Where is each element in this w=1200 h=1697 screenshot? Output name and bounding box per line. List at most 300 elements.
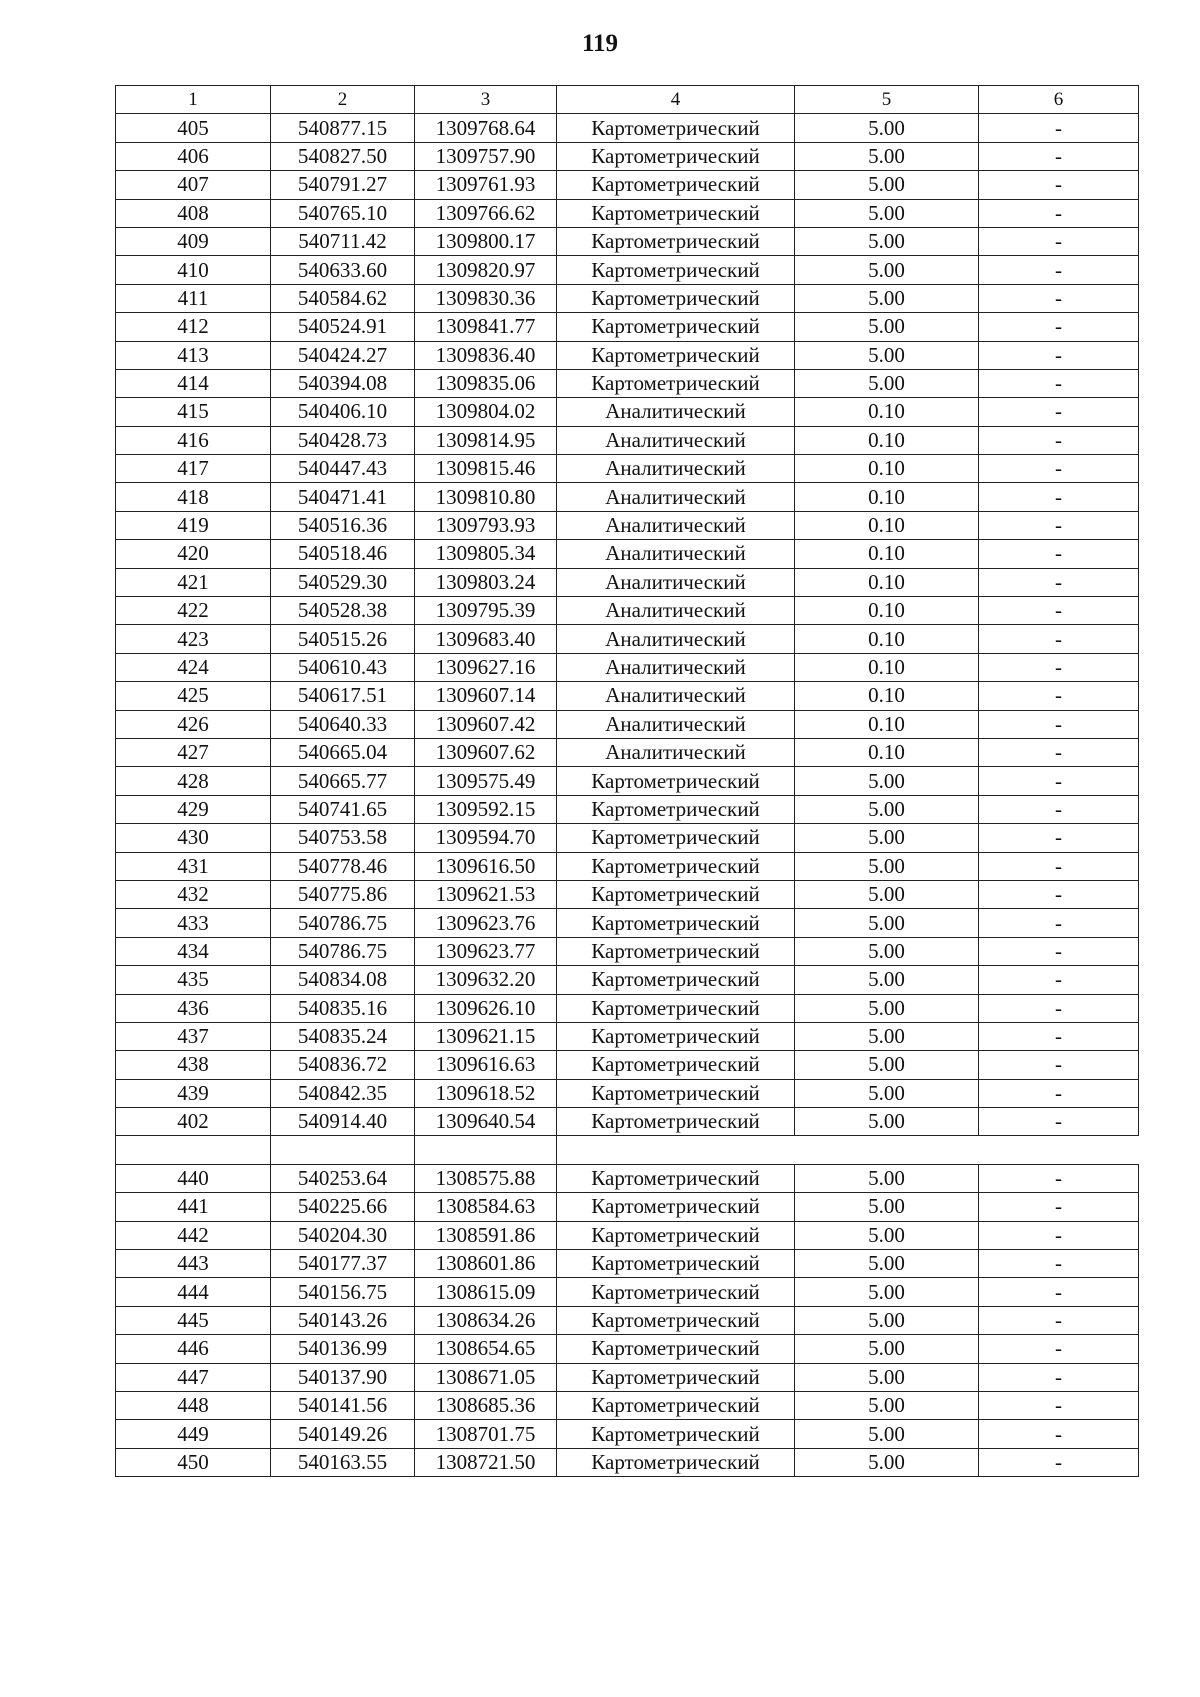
accuracy-cell: 5.00	[795, 966, 979, 994]
y-coordinate-cell: 1309626.10	[415, 994, 557, 1022]
note-cell: -	[979, 341, 1139, 369]
method-cell: Аналитический	[557, 738, 795, 766]
y-coordinate-cell: 1309820.97	[415, 256, 557, 284]
point-number-cell: 420	[116, 540, 271, 568]
note-cell: -	[979, 1448, 1139, 1476]
point-number-cell: 429	[116, 795, 271, 823]
point-number-cell: 427	[116, 738, 271, 766]
accuracy-cell: 0.10	[795, 568, 979, 596]
method-cell: Картометрический	[557, 171, 795, 199]
point-number-cell: 415	[116, 398, 271, 426]
accuracy-cell: 5.00	[795, 1221, 979, 1249]
table-row	[116, 227, 1139, 255]
x-coordinate-cell: 540610.43	[271, 653, 415, 681]
point-number-cell: 410	[116, 256, 271, 284]
x-coordinate-cell: 540786.75	[271, 909, 415, 937]
x-coordinate-cell: 540156.75	[271, 1278, 415, 1306]
table-row	[116, 710, 1139, 738]
accuracy-cell: 5.00	[795, 199, 979, 227]
y-coordinate-cell: 1309793.93	[415, 511, 557, 539]
table-row	[116, 1164, 1139, 1192]
note-cell: -	[979, 852, 1139, 880]
table-row	[116, 1448, 1139, 1476]
accuracy-cell: 5.00	[795, 909, 979, 937]
accuracy-cell: 5.00	[795, 284, 979, 312]
table-row	[116, 426, 1139, 454]
method-cell: Картометрический	[557, 1051, 795, 1079]
table-row	[116, 1306, 1139, 1334]
y-coordinate-cell: 1308654.65	[415, 1335, 557, 1363]
y-coordinate-cell: 1309766.62	[415, 199, 557, 227]
point-number-cell: 439	[116, 1079, 271, 1107]
table-row	[116, 852, 1139, 880]
table-row	[116, 483, 1139, 511]
method-cell: Картометрический	[557, 1221, 795, 1249]
x-coordinate-cell: 540842.35	[271, 1079, 415, 1107]
method-cell: Картометрический	[557, 1193, 795, 1221]
empty-cell	[116, 1136, 271, 1164]
note-cell: -	[979, 369, 1139, 397]
column-header: 2	[271, 86, 415, 114]
accuracy-cell: 5.00	[795, 1335, 979, 1363]
y-coordinate-cell: 1309607.14	[415, 682, 557, 710]
table-row	[116, 653, 1139, 681]
table-row	[116, 398, 1139, 426]
note-cell: -	[979, 1193, 1139, 1221]
note-cell: -	[979, 880, 1139, 908]
y-coordinate-cell: 1309810.80	[415, 483, 557, 511]
method-cell: Аналитический	[557, 710, 795, 738]
point-number-cell: 428	[116, 767, 271, 795]
coordinates-table	[115, 85, 1139, 1477]
table-row	[116, 966, 1139, 994]
method-cell: Картометрический	[557, 824, 795, 852]
x-coordinate-cell: 540877.15	[271, 114, 415, 142]
table-row	[116, 1022, 1139, 1050]
table-row	[116, 937, 1139, 965]
method-cell: Картометрический	[557, 199, 795, 227]
point-number-cell: 438	[116, 1051, 271, 1079]
method-cell: Картометрический	[557, 1420, 795, 1448]
accuracy-cell: 5.00	[795, 1022, 979, 1050]
page-number: 119	[581, 30, 619, 57]
accuracy-cell: 5.00	[795, 1164, 979, 1192]
method-cell: Картометрический	[557, 937, 795, 965]
note-cell: -	[979, 1363, 1139, 1391]
empty-cell	[271, 1136, 415, 1164]
table-row	[116, 682, 1139, 710]
method-cell: Картометрический	[557, 284, 795, 312]
method-cell: Картометрический	[557, 369, 795, 397]
point-number-cell: 447	[116, 1363, 271, 1391]
y-coordinate-cell: 1309607.42	[415, 710, 557, 738]
note-cell: -	[979, 511, 1139, 539]
x-coordinate-cell: 540524.91	[271, 313, 415, 341]
note-cell: -	[979, 313, 1139, 341]
point-number-cell: 414	[116, 369, 271, 397]
x-coordinate-cell: 540141.56	[271, 1391, 415, 1419]
accuracy-cell: 5.00	[795, 824, 979, 852]
column-header: 6	[979, 86, 1139, 114]
y-coordinate-cell: 1309836.40	[415, 341, 557, 369]
note-cell: -	[979, 227, 1139, 255]
table-row	[116, 1363, 1139, 1391]
table-row	[116, 284, 1139, 312]
column-header: 1	[116, 86, 271, 114]
accuracy-cell: 5.00	[795, 1278, 979, 1306]
point-number-cell: 436	[116, 994, 271, 1022]
method-cell: Картометрический	[557, 1278, 795, 1306]
x-coordinate-cell: 540424.27	[271, 341, 415, 369]
accuracy-cell: 5.00	[795, 1079, 979, 1107]
accuracy-cell: 0.10	[795, 540, 979, 568]
point-number-cell: 432	[116, 880, 271, 908]
point-number-cell: 442	[116, 1221, 271, 1249]
x-coordinate-cell: 540835.24	[271, 1022, 415, 1050]
x-coordinate-cell: 540137.90	[271, 1363, 415, 1391]
table-row	[116, 256, 1139, 284]
x-coordinate-cell: 540253.64	[271, 1164, 415, 1192]
y-coordinate-cell: 1309616.50	[415, 852, 557, 880]
point-number-cell: 443	[116, 1250, 271, 1278]
x-coordinate-cell: 540163.55	[271, 1448, 415, 1476]
y-coordinate-cell: 1309632.20	[415, 966, 557, 994]
table-row	[116, 171, 1139, 199]
x-coordinate-cell: 540143.26	[271, 1306, 415, 1334]
x-coordinate-cell: 540225.66	[271, 1193, 415, 1221]
x-coordinate-cell: 540633.60	[271, 256, 415, 284]
note-cell: -	[979, 171, 1139, 199]
accuracy-cell: 0.10	[795, 511, 979, 539]
x-coordinate-cell: 540149.26	[271, 1420, 415, 1448]
y-coordinate-cell: 1309768.64	[415, 114, 557, 142]
x-coordinate-cell: 540835.16	[271, 994, 415, 1022]
column-header: 5	[795, 86, 979, 114]
note-cell: -	[979, 909, 1139, 937]
table-header-row	[116, 86, 1139, 114]
method-cell: Картометрический	[557, 1022, 795, 1050]
point-number-cell: 423	[116, 625, 271, 653]
point-number-cell: 417	[116, 455, 271, 483]
accuracy-cell: 5.00	[795, 1363, 979, 1391]
table-row	[116, 369, 1139, 397]
point-number-cell: 449	[116, 1420, 271, 1448]
y-coordinate-cell: 1308701.75	[415, 1420, 557, 1448]
point-number-cell: 424	[116, 653, 271, 681]
note-cell: -	[979, 597, 1139, 625]
x-coordinate-cell: 540394.08	[271, 369, 415, 397]
method-cell: Картометрический	[557, 1079, 795, 1107]
y-coordinate-cell: 1309640.54	[415, 1108, 557, 1136]
x-coordinate-cell: 540204.30	[271, 1221, 415, 1249]
note-cell: -	[979, 256, 1139, 284]
note-cell: -	[979, 738, 1139, 766]
x-coordinate-cell: 540516.36	[271, 511, 415, 539]
accuracy-cell: 5.00	[795, 256, 979, 284]
note-cell: -	[979, 1221, 1139, 1249]
table-row	[116, 455, 1139, 483]
table-row	[116, 795, 1139, 823]
y-coordinate-cell: 1309815.46	[415, 455, 557, 483]
method-cell: Картометрический	[557, 114, 795, 142]
note-cell: -	[979, 795, 1139, 823]
accuracy-cell: 0.10	[795, 682, 979, 710]
method-cell: Аналитический	[557, 511, 795, 539]
note-cell: -	[979, 937, 1139, 965]
x-coordinate-cell: 540827.50	[271, 142, 415, 170]
point-number-cell: 430	[116, 824, 271, 852]
accuracy-cell: 5.00	[795, 1193, 979, 1221]
note-cell: -	[979, 483, 1139, 511]
point-number-cell: 411	[116, 284, 271, 312]
y-coordinate-cell: 1308584.63	[415, 1193, 557, 1221]
y-coordinate-cell: 1308591.86	[415, 1221, 557, 1249]
method-cell: Аналитический	[557, 455, 795, 483]
note-cell: -	[979, 455, 1139, 483]
table-row	[116, 199, 1139, 227]
accuracy-cell: 5.00	[795, 369, 979, 397]
point-number-cell: 405	[116, 114, 271, 142]
note-cell: -	[979, 1250, 1139, 1278]
x-coordinate-cell: 540529.30	[271, 568, 415, 596]
y-coordinate-cell: 1309757.90	[415, 142, 557, 170]
x-coordinate-cell: 540711.42	[271, 227, 415, 255]
table-row	[116, 142, 1139, 170]
x-coordinate-cell: 540406.10	[271, 398, 415, 426]
point-number-cell: 406	[116, 142, 271, 170]
point-number-cell: 409	[116, 227, 271, 255]
x-coordinate-cell: 540665.04	[271, 738, 415, 766]
point-number-cell: 437	[116, 1022, 271, 1050]
note-cell: -	[979, 199, 1139, 227]
method-cell: Картометрический	[557, 767, 795, 795]
x-coordinate-cell: 540786.75	[271, 937, 415, 965]
table-row	[116, 1079, 1139, 1107]
accuracy-cell: 5.00	[795, 1448, 979, 1476]
method-cell: Аналитический	[557, 653, 795, 681]
table-row	[116, 114, 1139, 142]
x-coordinate-cell: 540741.65	[271, 795, 415, 823]
method-cell: Картометрический	[557, 1164, 795, 1192]
y-coordinate-cell: 1309800.17	[415, 227, 557, 255]
note-cell: -	[979, 142, 1139, 170]
table-separator-row	[116, 1136, 1139, 1164]
method-cell: Аналитический	[557, 597, 795, 625]
table-row	[116, 1335, 1139, 1363]
table-row	[116, 568, 1139, 596]
x-coordinate-cell: 540834.08	[271, 966, 415, 994]
x-coordinate-cell: 540584.62	[271, 284, 415, 312]
point-number-cell: 412	[116, 313, 271, 341]
x-coordinate-cell: 540836.72	[271, 1051, 415, 1079]
note-cell: -	[979, 284, 1139, 312]
table-row	[116, 1193, 1139, 1221]
x-coordinate-cell: 540515.26	[271, 625, 415, 653]
accuracy-cell: 0.10	[795, 455, 979, 483]
x-coordinate-cell: 540640.33	[271, 710, 415, 738]
point-number-cell: 434	[116, 937, 271, 965]
accuracy-cell: 0.10	[795, 710, 979, 738]
y-coordinate-cell: 1309621.15	[415, 1022, 557, 1050]
accuracy-cell: 0.10	[795, 426, 979, 454]
note-cell: -	[979, 824, 1139, 852]
note-cell: -	[979, 1051, 1139, 1079]
method-cell: Аналитический	[557, 625, 795, 653]
y-coordinate-cell: 1309804.02	[415, 398, 557, 426]
point-number-cell: 419	[116, 511, 271, 539]
y-coordinate-cell: 1309618.52	[415, 1079, 557, 1107]
accuracy-cell: 0.10	[795, 398, 979, 426]
y-coordinate-cell: 1309835.06	[415, 369, 557, 397]
accuracy-cell: 5.00	[795, 1250, 979, 1278]
accuracy-cell: 0.10	[795, 625, 979, 653]
accuracy-cell: 0.10	[795, 597, 979, 625]
y-coordinate-cell: 1309594.70	[415, 824, 557, 852]
y-coordinate-cell: 1309805.34	[415, 540, 557, 568]
note-cell: -	[979, 1022, 1139, 1050]
note-cell: -	[979, 568, 1139, 596]
note-cell: -	[979, 653, 1139, 681]
x-coordinate-cell: 540528.38	[271, 597, 415, 625]
note-cell: -	[979, 1420, 1139, 1448]
y-coordinate-cell: 1309803.24	[415, 568, 557, 596]
method-cell: Аналитический	[557, 540, 795, 568]
note-cell: -	[979, 994, 1139, 1022]
y-coordinate-cell: 1309841.77	[415, 313, 557, 341]
note-cell: -	[979, 426, 1139, 454]
point-number-cell: 421	[116, 568, 271, 596]
x-coordinate-cell: 540428.73	[271, 426, 415, 454]
x-coordinate-cell: 540753.58	[271, 824, 415, 852]
method-cell: Картометрический	[557, 1250, 795, 1278]
note-cell: -	[979, 1391, 1139, 1419]
x-coordinate-cell: 540136.99	[271, 1335, 415, 1363]
method-cell: Картометрический	[557, 341, 795, 369]
accuracy-cell: 5.00	[795, 767, 979, 795]
point-number-cell: 422	[116, 597, 271, 625]
table-row	[116, 1051, 1139, 1079]
y-coordinate-cell: 1309830.36	[415, 284, 557, 312]
y-coordinate-cell: 1309616.63	[415, 1051, 557, 1079]
table-row	[116, 597, 1139, 625]
x-coordinate-cell: 540665.77	[271, 767, 415, 795]
point-number-cell: 435	[116, 966, 271, 994]
table-row	[116, 880, 1139, 908]
point-number-cell: 446	[116, 1335, 271, 1363]
accuracy-cell: 5.00	[795, 114, 979, 142]
accuracy-cell: 5.00	[795, 313, 979, 341]
accuracy-cell: 5.00	[795, 1051, 979, 1079]
accuracy-cell: 5.00	[795, 227, 979, 255]
point-number-cell: 407	[116, 171, 271, 199]
x-coordinate-cell: 540914.40	[271, 1108, 415, 1136]
x-coordinate-cell: 540447.43	[271, 455, 415, 483]
method-cell: Аналитический	[557, 568, 795, 596]
table-row	[116, 511, 1139, 539]
method-cell: Картометрический	[557, 1391, 795, 1419]
x-coordinate-cell: 540778.46	[271, 852, 415, 880]
point-number-cell: 426	[116, 710, 271, 738]
method-cell: Картометрический	[557, 1108, 795, 1136]
point-number-cell: 416	[116, 426, 271, 454]
y-coordinate-cell: 1309683.40	[415, 625, 557, 653]
note-cell: -	[979, 1164, 1139, 1192]
point-number-cell: 425	[116, 682, 271, 710]
y-coordinate-cell: 1309627.16	[415, 653, 557, 681]
accuracy-cell: 0.10	[795, 653, 979, 681]
accuracy-cell: 5.00	[795, 341, 979, 369]
point-number-cell: 431	[116, 852, 271, 880]
accuracy-cell: 5.00	[795, 171, 979, 199]
point-number-cell: 408	[116, 199, 271, 227]
note-cell: -	[979, 1079, 1139, 1107]
point-number-cell: 441	[116, 1193, 271, 1221]
point-number-cell: 402	[116, 1108, 271, 1136]
note-cell: -	[979, 1306, 1139, 1334]
y-coordinate-cell: 1308575.88	[415, 1164, 557, 1192]
table-row	[116, 1221, 1139, 1249]
x-coordinate-cell: 540518.46	[271, 540, 415, 568]
y-coordinate-cell: 1309575.49	[415, 767, 557, 795]
note-cell: -	[979, 114, 1139, 142]
table-row	[116, 1108, 1139, 1136]
method-cell: Аналитический	[557, 483, 795, 511]
point-number-cell: 433	[116, 909, 271, 937]
method-cell: Картометрический	[557, 909, 795, 937]
method-cell: Картометрический	[557, 966, 795, 994]
note-cell: -	[979, 1335, 1139, 1363]
y-coordinate-cell: 1309814.95	[415, 426, 557, 454]
y-coordinate-cell: 1309621.53	[415, 880, 557, 908]
accuracy-cell: 5.00	[795, 994, 979, 1022]
table-row	[116, 1278, 1139, 1306]
y-coordinate-cell: 1308634.26	[415, 1306, 557, 1334]
accuracy-cell: 5.00	[795, 852, 979, 880]
point-number-cell: 448	[116, 1391, 271, 1419]
table-row	[116, 1391, 1139, 1419]
accuracy-cell: 5.00	[795, 937, 979, 965]
accuracy-cell: 5.00	[795, 142, 979, 170]
y-coordinate-cell: 1309592.15	[415, 795, 557, 823]
method-cell: Аналитический	[557, 398, 795, 426]
empty-merged-cell	[557, 1136, 1139, 1164]
table-row	[116, 313, 1139, 341]
table-row	[116, 341, 1139, 369]
accuracy-cell: 5.00	[795, 1306, 979, 1334]
accuracy-cell: 0.10	[795, 483, 979, 511]
note-cell: -	[979, 1278, 1139, 1306]
method-cell: Картометрический	[557, 795, 795, 823]
method-cell: Картометрический	[557, 994, 795, 1022]
point-number-cell: 445	[116, 1306, 271, 1334]
y-coordinate-cell: 1308721.50	[415, 1448, 557, 1476]
note-cell: -	[979, 710, 1139, 738]
note-cell: -	[979, 625, 1139, 653]
accuracy-cell: 5.00	[795, 1391, 979, 1419]
method-cell: Картометрический	[557, 1306, 795, 1334]
note-cell: -	[979, 767, 1139, 795]
accuracy-cell: 5.00	[795, 880, 979, 908]
note-cell: -	[979, 966, 1139, 994]
x-coordinate-cell: 540791.27	[271, 171, 415, 199]
method-cell: Картометрический	[557, 1448, 795, 1476]
accuracy-cell: 0.10	[795, 738, 979, 766]
accuracy-cell: 5.00	[795, 1108, 979, 1136]
note-cell: -	[979, 540, 1139, 568]
method-cell: Картометрический	[557, 880, 795, 908]
method-cell: Картометрический	[557, 1363, 795, 1391]
y-coordinate-cell: 1309795.39	[415, 597, 557, 625]
